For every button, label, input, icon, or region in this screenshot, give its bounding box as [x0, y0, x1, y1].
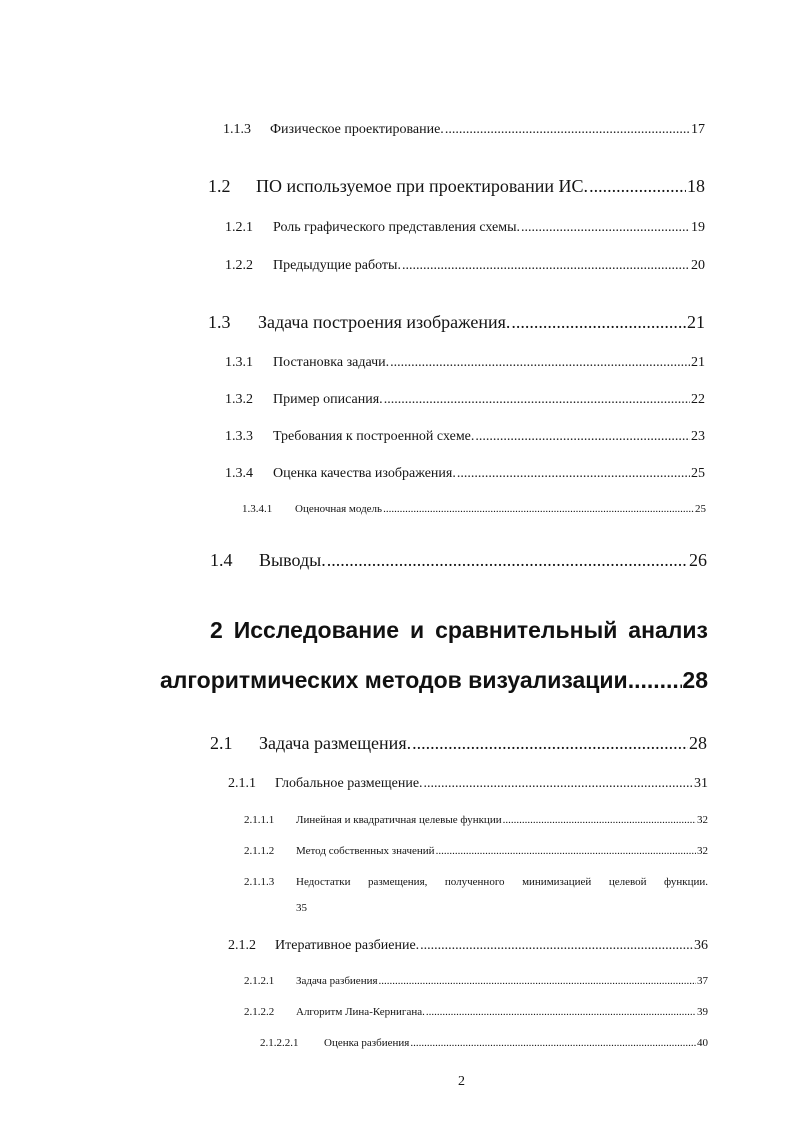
- toc-entry-1-3: [208, 312, 705, 333]
- toc-entry-number: 2.1: [210, 733, 233, 753]
- toc-entry-number: 1.3.4: [225, 466, 253, 481]
- chapter-2-word: Исследование: [233, 617, 400, 643]
- leader-dots: [457, 466, 690, 482]
- toc-entry-1-3-4: [225, 466, 705, 482]
- leader-dots: [412, 733, 688, 754]
- leader-dots: [436, 845, 696, 857]
- toc-entry-page: 25: [691, 466, 705, 481]
- toc-entry-title: Оценка качества изображения.: [273, 466, 456, 481]
- toc-entry-title: ПО используемое при проектировании ИС.: [256, 176, 589, 196]
- toc-entry-2-1-2-2: [244, 1006, 708, 1018]
- toc-entry-title: Пример описания.: [273, 392, 383, 407]
- toc-entry-page: 18: [687, 176, 705, 196]
- toc-entry-page: 31: [694, 776, 708, 791]
- toc-entry-title: Линейная и квадратичная целевые функции: [296, 814, 502, 826]
- chapter-2-line-2: [160, 667, 708, 694]
- toc-entry-title: Итеративное разбиение.: [275, 938, 420, 953]
- toc-entry-number: 2.1.1.2: [244, 845, 275, 857]
- toc-entry-page: 26: [689, 550, 707, 570]
- leader-dots: [379, 975, 696, 987]
- toc-entry-number: 1.3.2: [225, 392, 253, 407]
- toc-entry-page: 28: [689, 733, 707, 753]
- toc-entry-number: 1.3: [208, 312, 231, 332]
- toc-entry-page: 35: [296, 902, 307, 914]
- toc-entry-title: Роль графического представления схемы.: [273, 220, 521, 235]
- toc-entry-page: 32: [697, 845, 708, 857]
- leader-dots: [420, 938, 693, 954]
- toc-entry-page: 20: [691, 258, 705, 273]
- page-number: 2: [458, 1074, 465, 1089]
- toc-entry-1-2-1: [225, 220, 705, 236]
- leader-dots: [475, 429, 690, 445]
- toc-entry-title: Недостатки размещения, полученного минимизацией целевой функции.: [296, 876, 708, 888]
- toc-entry-page: 21: [691, 355, 705, 370]
- leader-dots: [424, 776, 693, 792]
- toc-entry-page: 21: [687, 312, 705, 332]
- toc-entry-number: 1.2.1: [225, 220, 253, 235]
- toc-entry-number: 2.1.2: [228, 938, 256, 953]
- toc-entry-1-3-3: [225, 429, 705, 445]
- leader-dots: [384, 392, 690, 408]
- toc-entry-title: Задача разбиения: [296, 975, 378, 987]
- toc-entry-title: Задача размещения.: [259, 733, 412, 753]
- toc-entry-2-1-1-1: [244, 814, 708, 826]
- chapter-2-number: 2: [210, 617, 223, 643]
- toc-entry-1-1-3: [223, 122, 705, 138]
- toc-entry-title: Алгоритм Лина-Кернигана.: [296, 1006, 425, 1018]
- toc-entry-page: 40: [697, 1037, 708, 1049]
- leader-dots: [410, 1037, 696, 1049]
- toc-entry-page: 19: [691, 220, 705, 235]
- toc-entry-1-2: [208, 176, 705, 197]
- leader-dots: [634, 667, 682, 694]
- toc-entry-2-1-2: [228, 938, 708, 954]
- leader-dots: [426, 1006, 696, 1018]
- toc-entry-1-3-2: [225, 392, 705, 408]
- chapter-2-word: и: [409, 617, 425, 643]
- chapter-2-title: алгоритмических методов визуализации.: [160, 667, 635, 693]
- toc-entry-title: Постановка задачи.: [273, 355, 390, 370]
- leader-dots: [383, 503, 694, 515]
- leader-dots: [445, 122, 690, 138]
- toc-entry-2-1-1-2: [244, 845, 708, 857]
- leader-dots: [511, 312, 686, 333]
- toc-entry-2-1: [210, 733, 707, 754]
- toc-entry-title: Задача построения изображения.: [258, 312, 511, 332]
- toc-entry-number: 2.1.2.2: [244, 1006, 275, 1018]
- toc-entry-number: 1.2.2: [225, 258, 253, 273]
- toc-entry-page: 25: [695, 503, 706, 515]
- toc-entry-1-3-4-1: [242, 503, 706, 515]
- leader-dots: [521, 220, 690, 236]
- toc-entry-number: 1.3.4.1: [242, 503, 273, 515]
- toc-entry-2-1-1: [228, 776, 708, 792]
- toc-entry-2-1-2-1: [244, 975, 708, 987]
- toc-entry-1-4: [210, 550, 707, 571]
- toc-entry-number: 1.3.1: [225, 355, 253, 370]
- toc-entry-page: 39: [697, 1006, 708, 1018]
- toc-entry-number: 1.1.3: [223, 122, 251, 137]
- chapter-2-word: анализ: [628, 617, 708, 643]
- toc-entry-number: 2.1.2.1: [244, 975, 275, 987]
- toc-entry-1-2-2: [225, 258, 705, 274]
- toc-entry-2-1-1-3: [244, 876, 708, 914]
- toc-entry-2-1-2-2-1: [260, 1037, 708, 1049]
- toc-entry-page: 17: [691, 122, 705, 137]
- toc-entry-page: 23: [691, 429, 705, 444]
- toc-entry-title: Оценочная модель: [295, 503, 383, 515]
- leader-dots: [390, 355, 690, 371]
- toc-entry-page: 22: [691, 392, 705, 407]
- toc-entry-number: 2.1.1.1: [244, 814, 275, 826]
- toc-entry-page: 32: [697, 814, 708, 826]
- toc-entry-number: 2.1.1.3: [244, 876, 275, 888]
- toc-entry-title: Глобальное размещение.: [275, 776, 423, 791]
- toc-entry-title: Предыдущие работы.: [273, 258, 401, 273]
- toc-entry-page: 36: [694, 938, 708, 953]
- toc-entry-title: Метод собственных значений: [296, 845, 435, 857]
- leader-dots: [589, 176, 686, 197]
- toc-entry-title: Требования к построенной схеме.: [273, 429, 475, 444]
- chapter-2-word: сравнительный: [435, 617, 618, 643]
- chapter-2-page: 28: [682, 667, 708, 693]
- toc-entry-title: Выводы.: [259, 550, 326, 570]
- toc-entry-number: 2.1.1: [228, 776, 256, 791]
- toc-entry-title: Физическое проектирование.: [270, 122, 444, 137]
- toc-entry-1-3-1: [225, 355, 705, 371]
- toc-entry-number: 1.3.3: [225, 429, 253, 444]
- leader-dots: [402, 258, 690, 274]
- toc-entry-title: Оценка разбиения: [324, 1037, 410, 1049]
- toc-entry-number: 1.4: [210, 550, 233, 570]
- chapter-2-line-1: [210, 617, 708, 644]
- toc-entry-number: 2.1.2.2.1: [260, 1037, 299, 1049]
- leader-dots: [503, 814, 696, 826]
- toc-entry-number: 1.2: [208, 176, 231, 196]
- leader-dots: [327, 550, 688, 571]
- toc-entry-page: 37: [697, 975, 708, 987]
